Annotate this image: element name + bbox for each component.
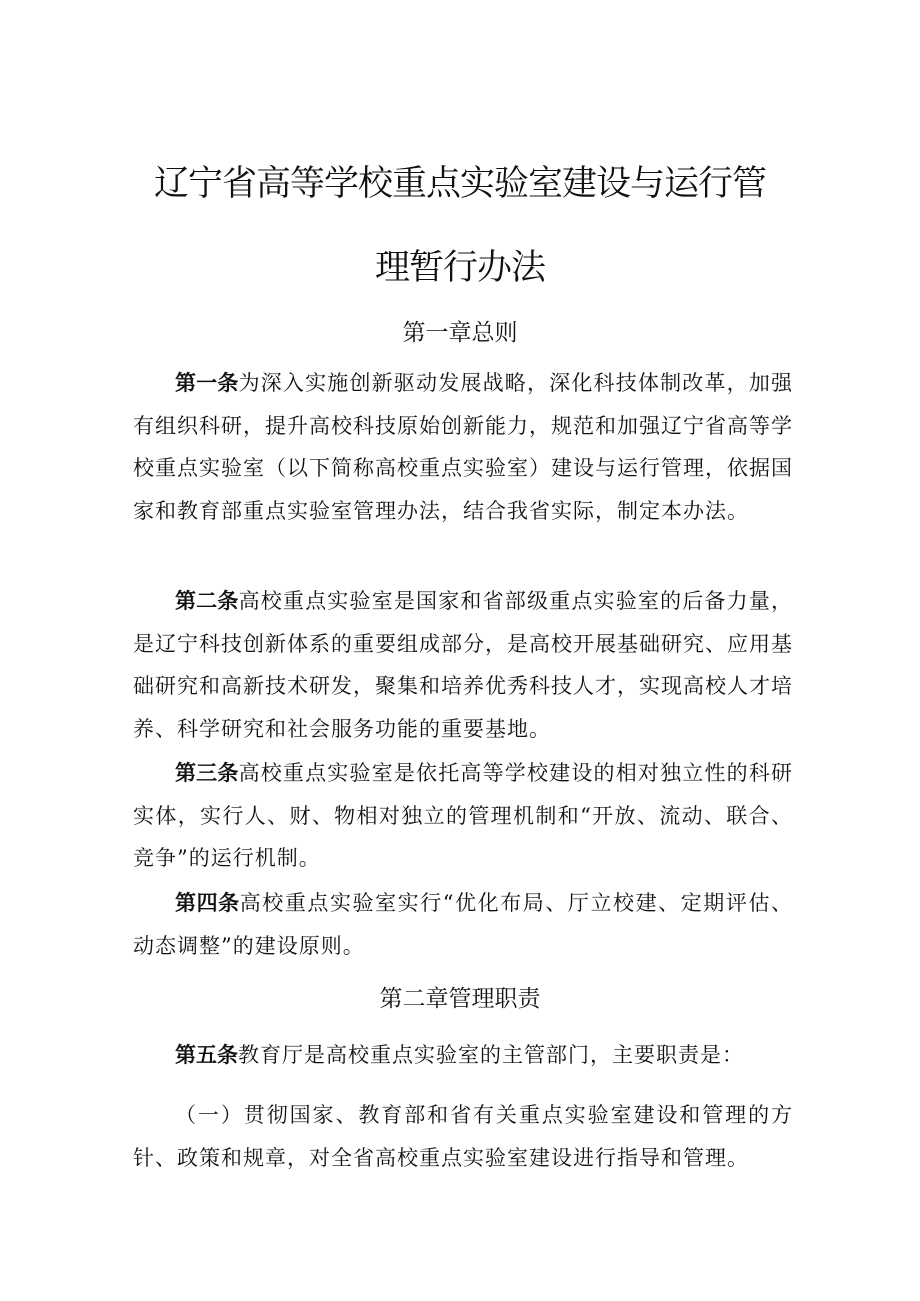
article-1-text: 为深入实施创新驱动发展战略，深化科技体制改革，加强有组织科研，提升高校科技原始创新能力，规范和加强辽宁省高等学校重点实验室（以下简称高校重点实验室）建设与运行管理，依据国家和教育部重点实验室管理办法，结合我省实际，制定本办法。 [133, 371, 794, 523]
article-2-label: 第二条 [175, 589, 239, 613]
article-4-label: 第四条 [175, 891, 240, 915]
article-3-label: 第三条 [175, 761, 239, 785]
article-2-text: 高校重点实验室是国家和省部级重点实验室的后备力量，是辽宁科技创新体系的重要组成部分，是高校开展基础研究、应用基础研究和高新技术研发，聚集和培养优秀科技人才，实现高校人才培养、科学研究和社会服务功能的重要基地。 [133, 589, 794, 741]
chapter-1-heading: 第一章总则 [402, 320, 518, 346]
article-5 [133, 1034, 793, 1077]
article-1-label: 第一条 [175, 371, 239, 395]
document-title-line-1: 辽宁省高等学校重点实验室建设与运行管 [153, 164, 766, 204]
article-1 [133, 362, 793, 532]
article-5-text: 教育厅是高校重点实验室的主管部门，主要职责是： [238, 1043, 744, 1067]
article-4-text: 高校重点实验室实行“优化布局、厅立校建、定期评估、动态调整”的建设原则。 [133, 891, 794, 958]
article-5-label: 第五条 [175, 1043, 238, 1067]
article-3 [133, 752, 793, 880]
article-5-item-1: （一）贯彻国家、教育部和省有关重点实验室建设和管理的方针、政策和规章，对全省高校重点实验室建设进行指导和管理。 [133, 1103, 793, 1170]
chapter-2-heading: 第二章管理职责 [379, 986, 541, 1012]
article-2 [133, 580, 793, 750]
document-title-line-2: 理暂行办法 [374, 248, 545, 288]
article-4 [133, 882, 793, 967]
article-3-text: 高校重点实验室是依托高等学校建设的相对独立性的科研实体，实行人、财、物相对独立的管理机制和“开放、流动、联合、竞争”的运行机制。 [133, 761, 794, 870]
